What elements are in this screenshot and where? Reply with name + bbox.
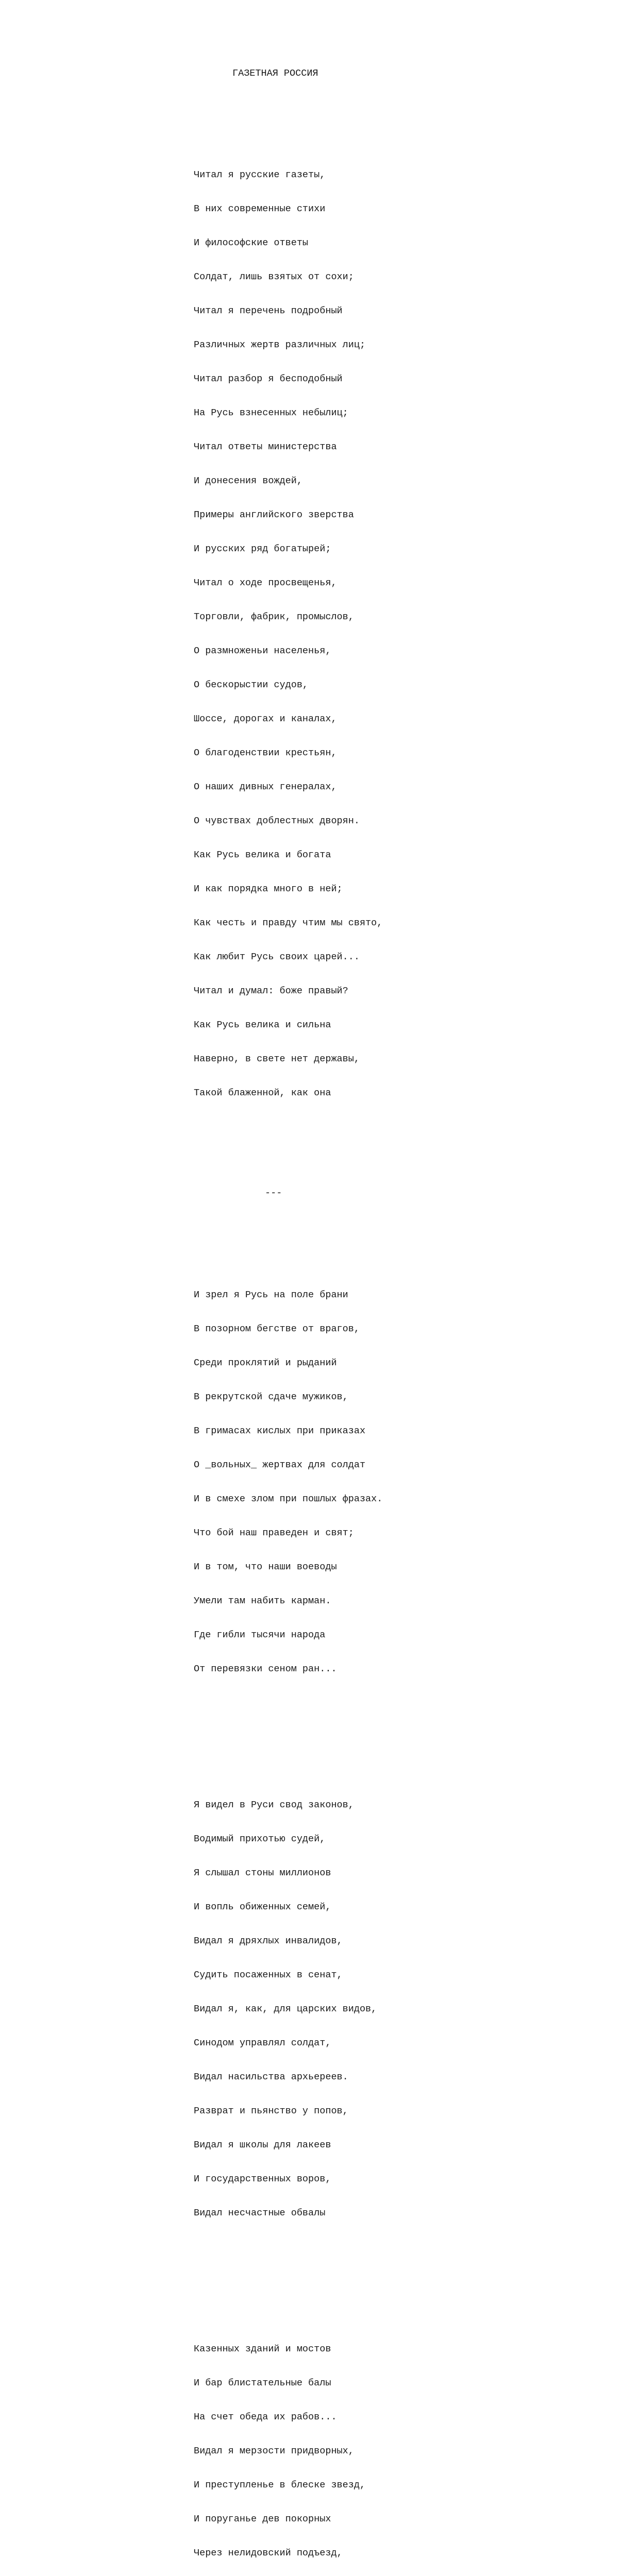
poem-line: Видал несчастные обвалы — [194, 2208, 326, 2218]
poem-line: Казенных зданий и мостов — [194, 2344, 331, 2354]
poem-line: В позорном бегстве от врагов, — [194, 1324, 360, 1334]
poem-line: Читал о ходе просвещенья, — [194, 578, 337, 588]
poem-line: В рекрутской сдаче мужиков, — [194, 1392, 348, 1402]
poem-line: Примеры английского зверства — [194, 510, 354, 520]
poem-line: Судить посаженных в сенат, — [194, 1970, 343, 1980]
poem-line: Как любит Русь своих царей... — [194, 952, 360, 962]
poem-line: И зрел я Русь на поле брани — [194, 1290, 348, 1300]
poem-line: Разврат и пьянство у попов, — [194, 2106, 348, 2116]
poem-line: И философские ответы — [194, 238, 309, 248]
poem-line: И вопль обиженных семей, — [194, 1902, 331, 1912]
poem-line: И государственных воров, — [194, 2174, 331, 2184]
poem-line: И донесения вождей, — [194, 476, 302, 486]
poem-line: И в смехе злом при пошлых фразах. — [194, 1494, 383, 1504]
poem-line: Водимый прихотью судей, — [194, 1834, 326, 1844]
poem-line: И в том, что наши воеводы — [194, 1562, 337, 1572]
poem-line: Видал я дряхлых инвалидов, — [194, 1936, 343, 1946]
poem-line: О благоденствии крестьян, — [194, 748, 337, 758]
stanza-1 — [194, 147, 616, 1122]
poem-line: Я видел в Руси свод законов, — [194, 1800, 354, 1810]
poem-line: Наверно, в свете нет державы, — [194, 1054, 360, 1064]
poem-title: ГАЗЕТНАЯ РОССИЯ — [232, 68, 318, 79]
poem-line: Читал разбор я бесподобный — [194, 374, 343, 384]
poem — [194, 45, 616, 2576]
poem-line: Как Русь велика и сильна — [194, 1020, 331, 1030]
poem-line: В них современные стихи — [194, 204, 326, 214]
poem-line: Видал я школы для лакеев — [194, 2140, 331, 2150]
poem-line: Читал и думал: боже правый? — [194, 986, 348, 996]
poem-line: От перевязки сеном ран... — [194, 1664, 337, 1674]
poem-line: О _вольных_ жертвах для солдат — [194, 1460, 366, 1470]
stanza-4 — [194, 2321, 616, 2576]
poem-line: И бар блистательные балы — [194, 2378, 331, 2388]
poem-line: Как Русь велика и богата — [194, 850, 331, 860]
poem-line: Я слышал стоны миллионов — [194, 1868, 331, 1878]
poem-line: О наших дивных генералах, — [194, 782, 337, 792]
poem-line: Читал я перечень подробный — [194, 306, 343, 316]
stanza-3 — [194, 1777, 616, 2242]
poem-line: Читал ответы министерства — [194, 442, 337, 452]
section-separator: --- — [265, 1188, 282, 1198]
poem-line: Шоссе, дорогах и каналах, — [194, 714, 337, 724]
poem-line: О размноженьи населенья, — [194, 646, 331, 656]
poem-line: Через нелидовский подъезд, — [194, 2548, 343, 2558]
poem-line: О бескорыстии судов, — [194, 680, 309, 690]
poem-line: Среди проклятий и рыданий — [194, 1358, 337, 1368]
poem-line: В гримасах кислых при приказах — [194, 1426, 366, 1436]
poem-line: Различных жертв различных лиц; — [194, 340, 366, 350]
poem-line: Видал я, как, для царских видов, — [194, 2004, 377, 2014]
poem-line: Синодом управлял солдат, — [194, 2038, 331, 2048]
poem-line: Торговли, фабрик, промыслов, — [194, 612, 354, 622]
poem-line: Где гибли тысячи народа — [194, 1630, 326, 1640]
poem-line: И преступленье в блеске звезд, — [194, 2480, 366, 2490]
poem-line: И русских ряд богатырей; — [194, 544, 331, 554]
stanza-2 — [194, 1267, 616, 1698]
poem-line: Умели там набить карман. — [194, 1596, 331, 1606]
poem-line: На счет обеда их рабов... — [194, 2412, 337, 2422]
poem-line: Как честь и правду чтим мы свято, — [194, 918, 383, 928]
poem-line: И как порядка много в ней; — [194, 884, 343, 894]
poem-line: Видал я мерзости придворных, — [194, 2446, 354, 2456]
poem-line: И поруганье дев покорных — [194, 2514, 331, 2524]
poem-line: Видал насильства архьереев. — [194, 2072, 348, 2082]
poem-line: На Русь взнесенных небылиц; — [194, 408, 348, 418]
poem-line: Читал я русские газеты, — [194, 170, 326, 180]
poem-line: О чувствах доблестных дворян. — [194, 816, 360, 826]
poem-line: Что бой наш праведен и свят; — [194, 1528, 354, 1538]
poem-line: Такой блаженной, как она — [194, 1088, 331, 1098]
poem-line: Солдат, лишь взятых от сохи; — [194, 272, 354, 282]
